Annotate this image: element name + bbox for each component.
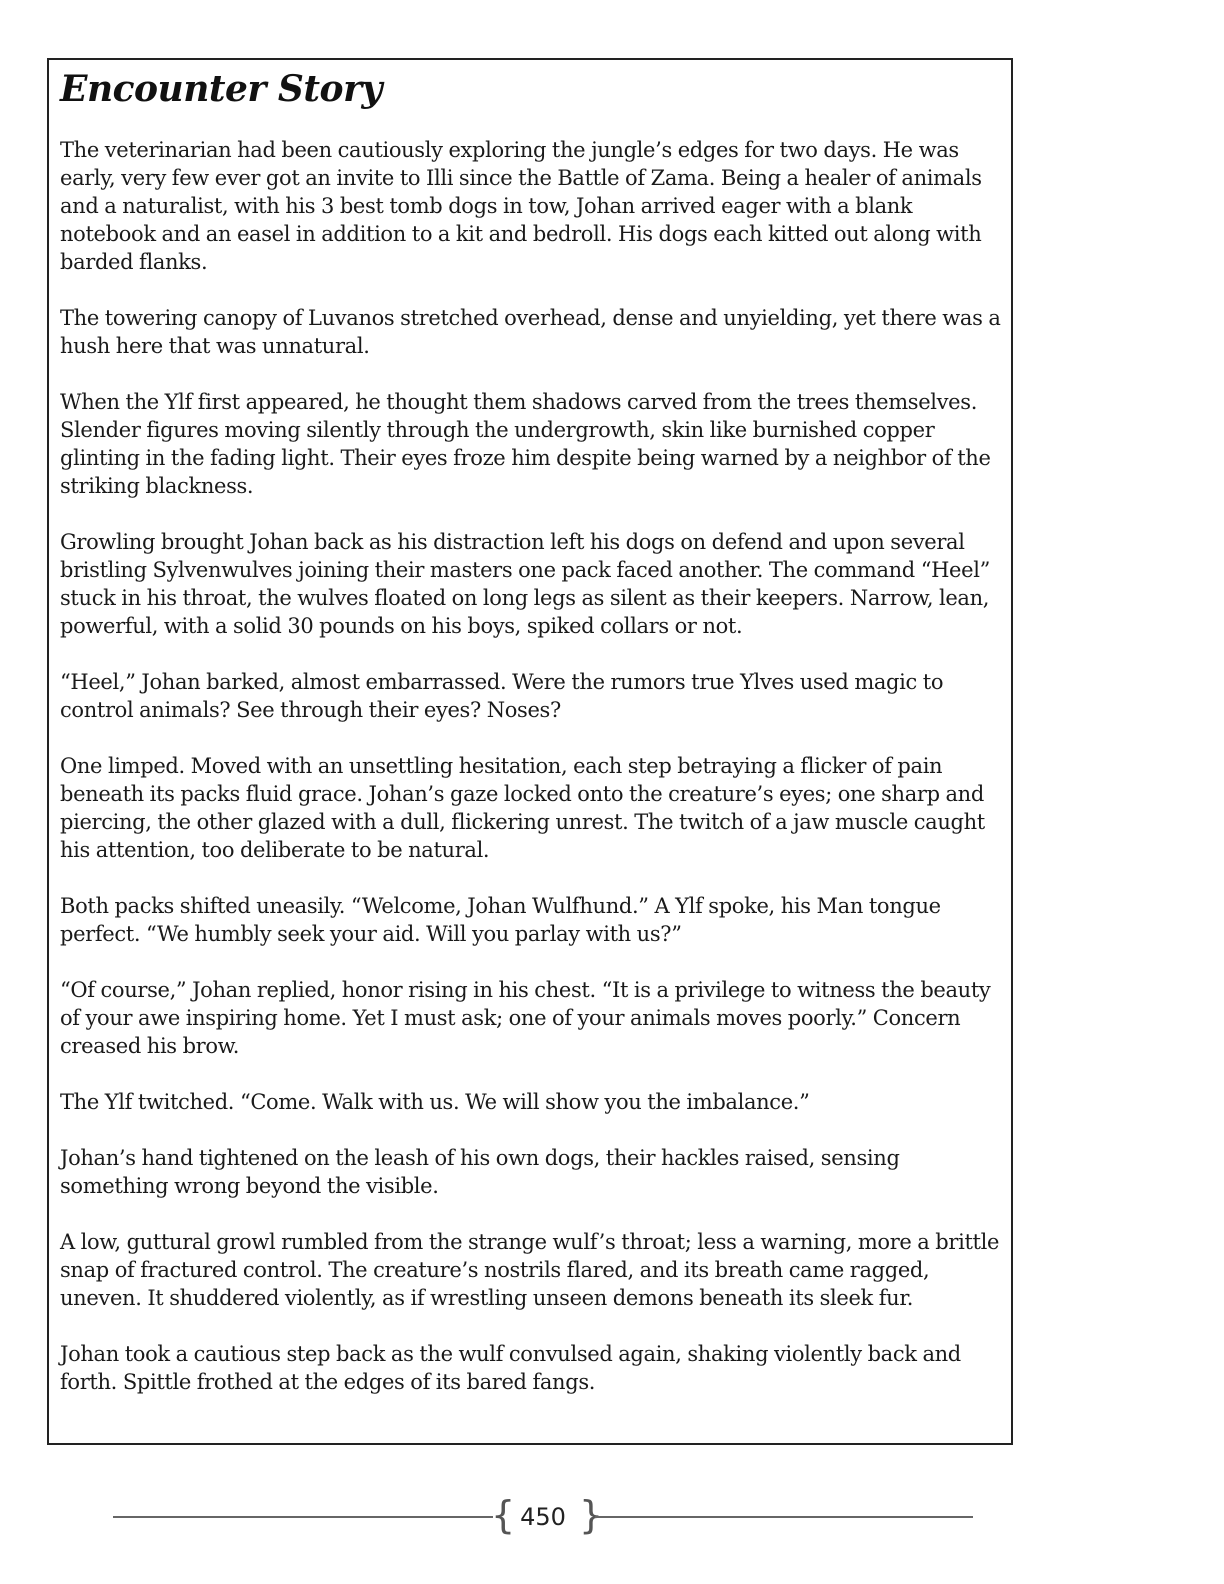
- story-paragraph: When the Ylf first appeared, he thought them shadows carved from the trees themselves. Slender figures moving silently through the undergrowth, skin like burnished copper glinting in the fading light. Their eyes froze him despite being warned by a neighbor of the striking blackness.: [60, 390, 991, 498]
- story-paragraph: Growling brought Johan back as his distraction left his dogs on defend and upon several bristling Sylvenwulves joining their masters one pack faced another. The command “Heel” stuck in his throat, the wulves floated on long legs as silent as their keepers. Narrow, lean, powerful, with a solid 30 pounds on his boys, spiked collars or not.: [60, 530, 990, 638]
- story-paragraph: Johan took a cautious step back as the wulf convulsed again, shaking violently back and forth. Spittle frothed at the edges of its bared fangs.: [60, 1342, 961, 1394]
- story-paragraph: The veterinarian had been cautiously exploring the jungle’s edges for two days. He was early, very few ever got an invite to Illi since the Battle of Zama. Being a healer of animals and a naturalist, with his 3 best tomb dogs in tow, Johan arrived eager with a blank notebook and an easel in addition to a kit and bedroll. His dogs each kitted out along with barded flanks.: [60, 138, 982, 274]
- story-paragraph: Johan’s hand tightened on the leash of his own dogs, their hackles raised, sensing something wrong beyond the visible.: [60, 1146, 900, 1198]
- left-brace-icon: {: [491, 1493, 516, 1537]
- story-paragraph: The Ylf twitched. “Come. Walk with us. We will show you the imbalance.”: [60, 1090, 810, 1114]
- encounter-story-box: [47, 58, 1013, 1445]
- story-paragraph: “Of course,” Johan replied, honor rising in his chest. “It is a privilege to witness the beauty of your awe inspiring home. Yet I must ask; one of your animals moves poorly.” Concern creased his brow.: [60, 978, 991, 1058]
- story-title: Encounter Story: [60, 68, 382, 110]
- story-paragraph: Both packs shifted uneasily. “Welcome, Johan Wulfhund.” A Ylf spoke, his Man tongue perfect. “We humbly seek your aid. Will you parlay with us?”: [60, 894, 941, 946]
- story-paragraph: “Heel,” Johan barked, almost embarrassed. Were the rumors true Ylves used magic to control animals? See through their eyes? Noses?: [60, 670, 944, 722]
- story-paragraph: A low, guttural growl rumbled from the strange wulf’s throat; less a warning, more a brittle snap of fractured control. The creature’s nostrils flared, and its breath came ragged, uneven. It shuddered violently, as if wrestling unseen demons beneath its sleek fur.: [60, 1230, 1000, 1310]
- footer-rule-left: [113, 1516, 493, 1518]
- page-number: 450: [520, 1503, 566, 1531]
- page-footer: [113, 1490, 973, 1544]
- story-paragraph: One limped. Moved with an unsettling hesitation, each step betraying a flicker of pain beneath its packs fluid grace. Johan’s gaze locked onto the creature’s eyes; one sharp and piercing, the other glazed with a dull, flickering unrest. The twitch of a jaw muscle caught his attention, too deliberate to be natural.: [60, 754, 985, 862]
- story-paragraph: The towering canopy of Luvanos stretched overhead, dense and unyielding, yet there was a hush here that was unnatural.: [60, 306, 1001, 358]
- footer-rule-right: [595, 1516, 973, 1518]
- right-brace-icon: }: [579, 1493, 604, 1537]
